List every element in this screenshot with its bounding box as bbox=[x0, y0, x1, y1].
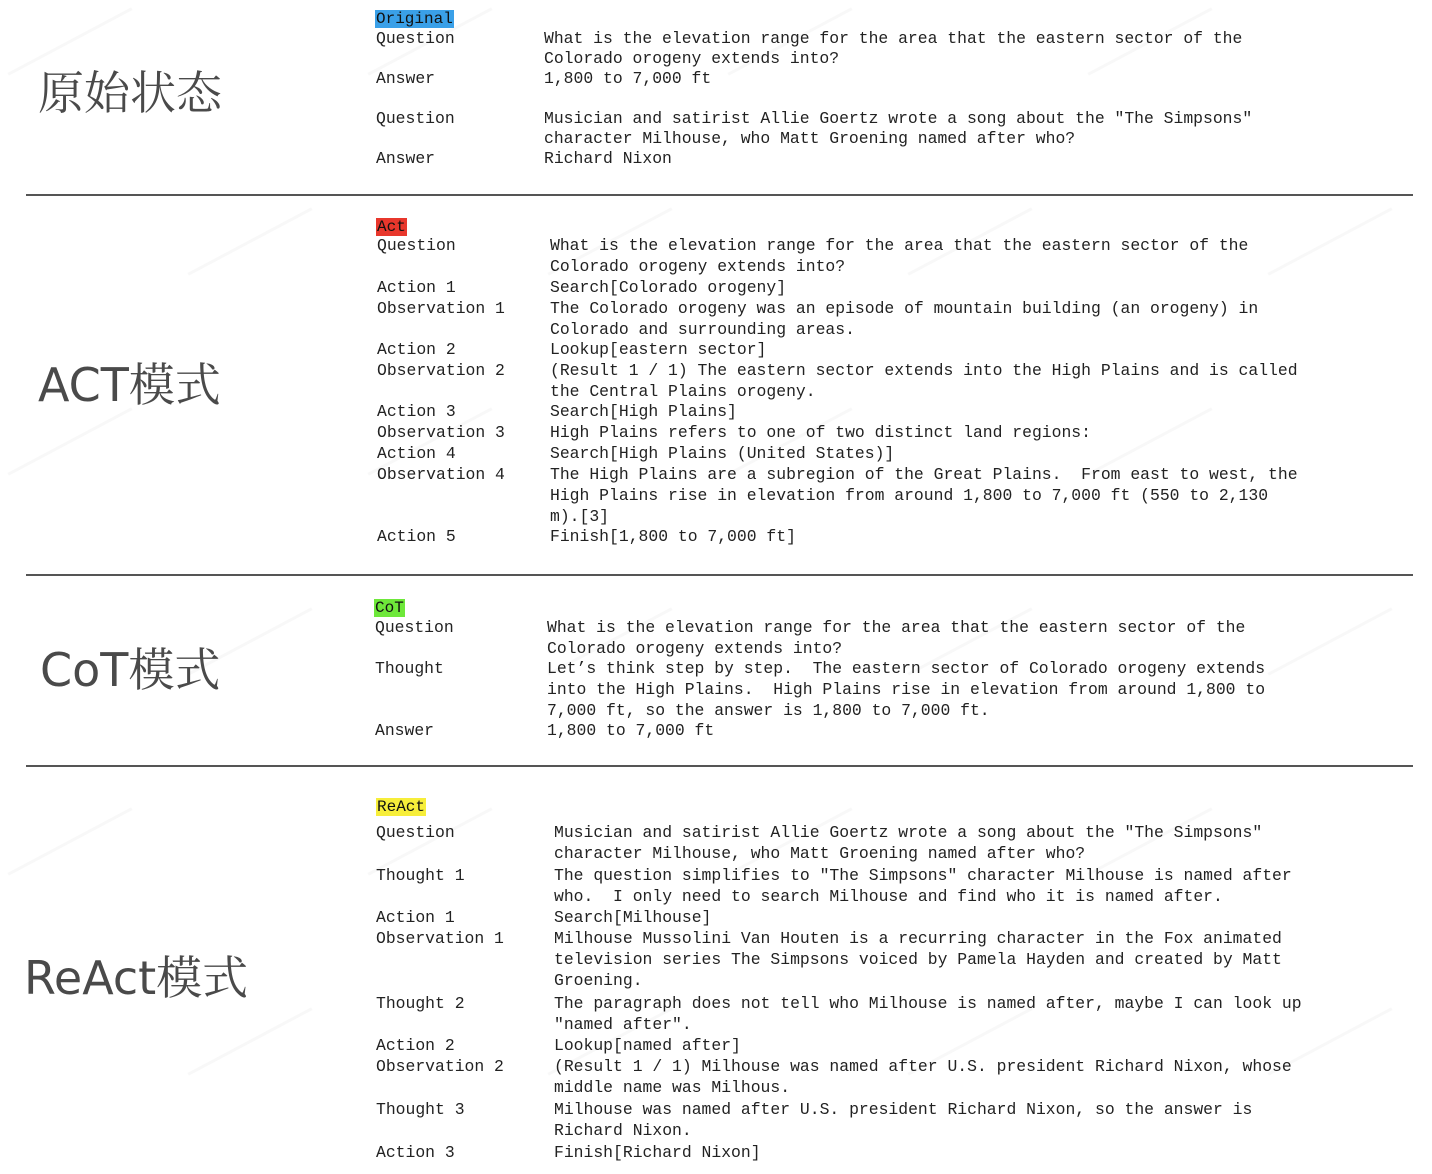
row-key: Answer bbox=[376, 69, 436, 88]
row-value-line: into the High Plains. High Plains rise in elevation from around 1,800 to bbox=[547, 679, 1266, 699]
row-value-line: Musician and satirist Allie Goertz wrote a song about the "The Simpsons" bbox=[554, 823, 1263, 842]
row-key: Observation 4 bbox=[377, 465, 505, 484]
row-value-line: 7,000 ft, so the answer is 1,800 to 7,000 ft. bbox=[547, 700, 990, 720]
row-key: Observation 1 bbox=[377, 299, 505, 318]
row-value-line: "named after". bbox=[554, 1015, 692, 1035]
row-value-line: The paragraph does not tell who Milhouse is named after, maybe I can look up bbox=[554, 994, 1302, 1013]
row-value-line: Finish[1,800 to 7,000 ft] bbox=[550, 527, 796, 546]
row-value-line: Milhouse was named after U.S. president Richard Nixon, so the answer is bbox=[554, 1100, 1253, 1119]
row-value-line: Let’s think step by step. The eastern sector of Colorado orogeny extends bbox=[547, 659, 1266, 678]
watermark-mark bbox=[187, 207, 312, 275]
row-value-line: Lookup[named after] bbox=[554, 1036, 741, 1055]
row-key: Question bbox=[375, 618, 454, 637]
row-value-line: middle name was Milhous. bbox=[554, 1078, 791, 1098]
row-key: Thought 3 bbox=[376, 1100, 465, 1119]
row-key: Action 3 bbox=[377, 402, 456, 421]
row-value-line: Colorado orogeny extends into? bbox=[550, 256, 846, 276]
tag-original: Original bbox=[376, 10, 453, 28]
row-value-line: character Milhouse, who Matt Groening named after who? bbox=[544, 129, 1076, 148]
row-value-line: (Result 1 / 1) Milhouse was named after U.S. president Richard Nixon, whose bbox=[554, 1057, 1292, 1076]
mode-label-act: ACT模式 bbox=[38, 358, 221, 412]
row-value-line: What is the elevation range for the area that the eastern sector of the bbox=[547, 618, 1246, 637]
divider bbox=[26, 574, 1413, 576]
watermark-mark bbox=[7, 807, 132, 875]
row-value-line: The Colorado orogeny was an episode of mountain building (an orogeny) in bbox=[550, 299, 1259, 318]
row-key: Action 2 bbox=[377, 340, 456, 359]
row-value-line: Richard Nixon bbox=[544, 149, 672, 168]
row-value-line: Colorado orogeny extends into? bbox=[547, 638, 843, 658]
row-value-line: The question simplifies to "The Simpsons" character Milhouse is named after bbox=[554, 866, 1292, 885]
row-value-line: Search[High Plains (United States)] bbox=[550, 444, 895, 463]
row-value-line: Search[Colorado orogeny] bbox=[550, 278, 787, 297]
row-value-line: Richard Nixon. bbox=[554, 1121, 692, 1141]
row-key: Thought 1 bbox=[376, 866, 465, 885]
row-key: Action 1 bbox=[376, 908, 455, 927]
row-value-line: High Plains refers to one of two distinct land regions: bbox=[550, 423, 1091, 442]
row-key: Question bbox=[377, 236, 456, 255]
watermark-mark bbox=[1267, 607, 1392, 675]
mode-label-cot: CoT模式 bbox=[40, 643, 221, 697]
row-key: Question bbox=[376, 823, 455, 842]
tag-cot: CoT bbox=[375, 599, 404, 617]
watermark-mark bbox=[187, 1007, 312, 1075]
row-value-line: m).[3] bbox=[550, 506, 610, 526]
row-value-line: Groening. bbox=[554, 971, 643, 991]
row-value-line: (Result 1 / 1) The eastern sector extends into the High Plains and is called bbox=[550, 361, 1298, 380]
divider bbox=[26, 765, 1413, 767]
row-value-line: the Central Plains orogeny. bbox=[550, 381, 816, 401]
row-key: Question bbox=[376, 109, 455, 128]
row-key: Observation 2 bbox=[377, 361, 505, 380]
mode-label-react: ReAct模式 bbox=[24, 951, 249, 1005]
row-key: Action 3 bbox=[376, 1143, 455, 1162]
mode-label-original: 原始状态 bbox=[38, 66, 222, 120]
row-key: Observation 2 bbox=[376, 1057, 504, 1076]
row-value-line: Search[Milhouse] bbox=[554, 908, 712, 927]
row-value-line: character Milhouse, who Matt Groening named after who? bbox=[554, 844, 1086, 864]
row-key: Observation 3 bbox=[377, 423, 505, 442]
row-key: Question bbox=[376, 29, 455, 48]
row-key: Answer bbox=[376, 149, 436, 168]
row-key: Thought bbox=[375, 659, 444, 678]
watermark-mark bbox=[7, 407, 132, 475]
row-value-line: television series The Simpsons voiced by Pamela Hayden and created by Matt bbox=[554, 950, 1282, 970]
watermark-mark bbox=[1267, 207, 1392, 275]
row-value-line: Search[High Plains] bbox=[550, 402, 737, 421]
row-value-line: Lookup[eastern sector] bbox=[550, 340, 767, 359]
row-key: Action 5 bbox=[377, 527, 456, 546]
row-key: Action 1 bbox=[377, 278, 456, 297]
tag-act: Act bbox=[377, 218, 406, 236]
row-value-line: who. I only need to search Milhouse and find who it is named after. bbox=[554, 887, 1223, 907]
row-value-line: What is the elevation range for the area that the eastern sector of the bbox=[550, 236, 1249, 255]
row-key: Observation 1 bbox=[376, 929, 504, 948]
row-value-line: 1,800 to 7,000 ft bbox=[544, 69, 712, 88]
row-value-line: Colorado and surrounding areas. bbox=[550, 319, 855, 339]
row-key: Action 4 bbox=[377, 444, 456, 463]
divider bbox=[26, 194, 1413, 196]
row-value-line: High Plains rise in elevation from around 1,800 to 7,000 ft (550 to 2,130 bbox=[550, 485, 1269, 505]
row-value-line: 1,800 to 7,000 ft bbox=[547, 721, 715, 740]
row-value-line: Finish[Richard Nixon] bbox=[554, 1143, 761, 1162]
row-key: Answer bbox=[375, 721, 435, 740]
row-value-line: Colorado orogeny extends into? bbox=[544, 49, 840, 68]
row-value-line: The High Plains are a subregion of the Great Plains. From east to west, the bbox=[550, 465, 1298, 484]
row-value-line: What is the elevation range for the area that the eastern sector of the bbox=[544, 29, 1243, 48]
tag-react: ReAct bbox=[377, 798, 426, 816]
row-key: Thought 2 bbox=[376, 994, 465, 1013]
row-value-line: Milhouse Mussolini Van Houten is a recurring character in the Fox animated bbox=[554, 929, 1282, 948]
row-key: Action 2 bbox=[376, 1036, 455, 1055]
row-value-line: Musician and satirist Allie Goertz wrote a song about the "The Simpsons" bbox=[544, 109, 1253, 128]
